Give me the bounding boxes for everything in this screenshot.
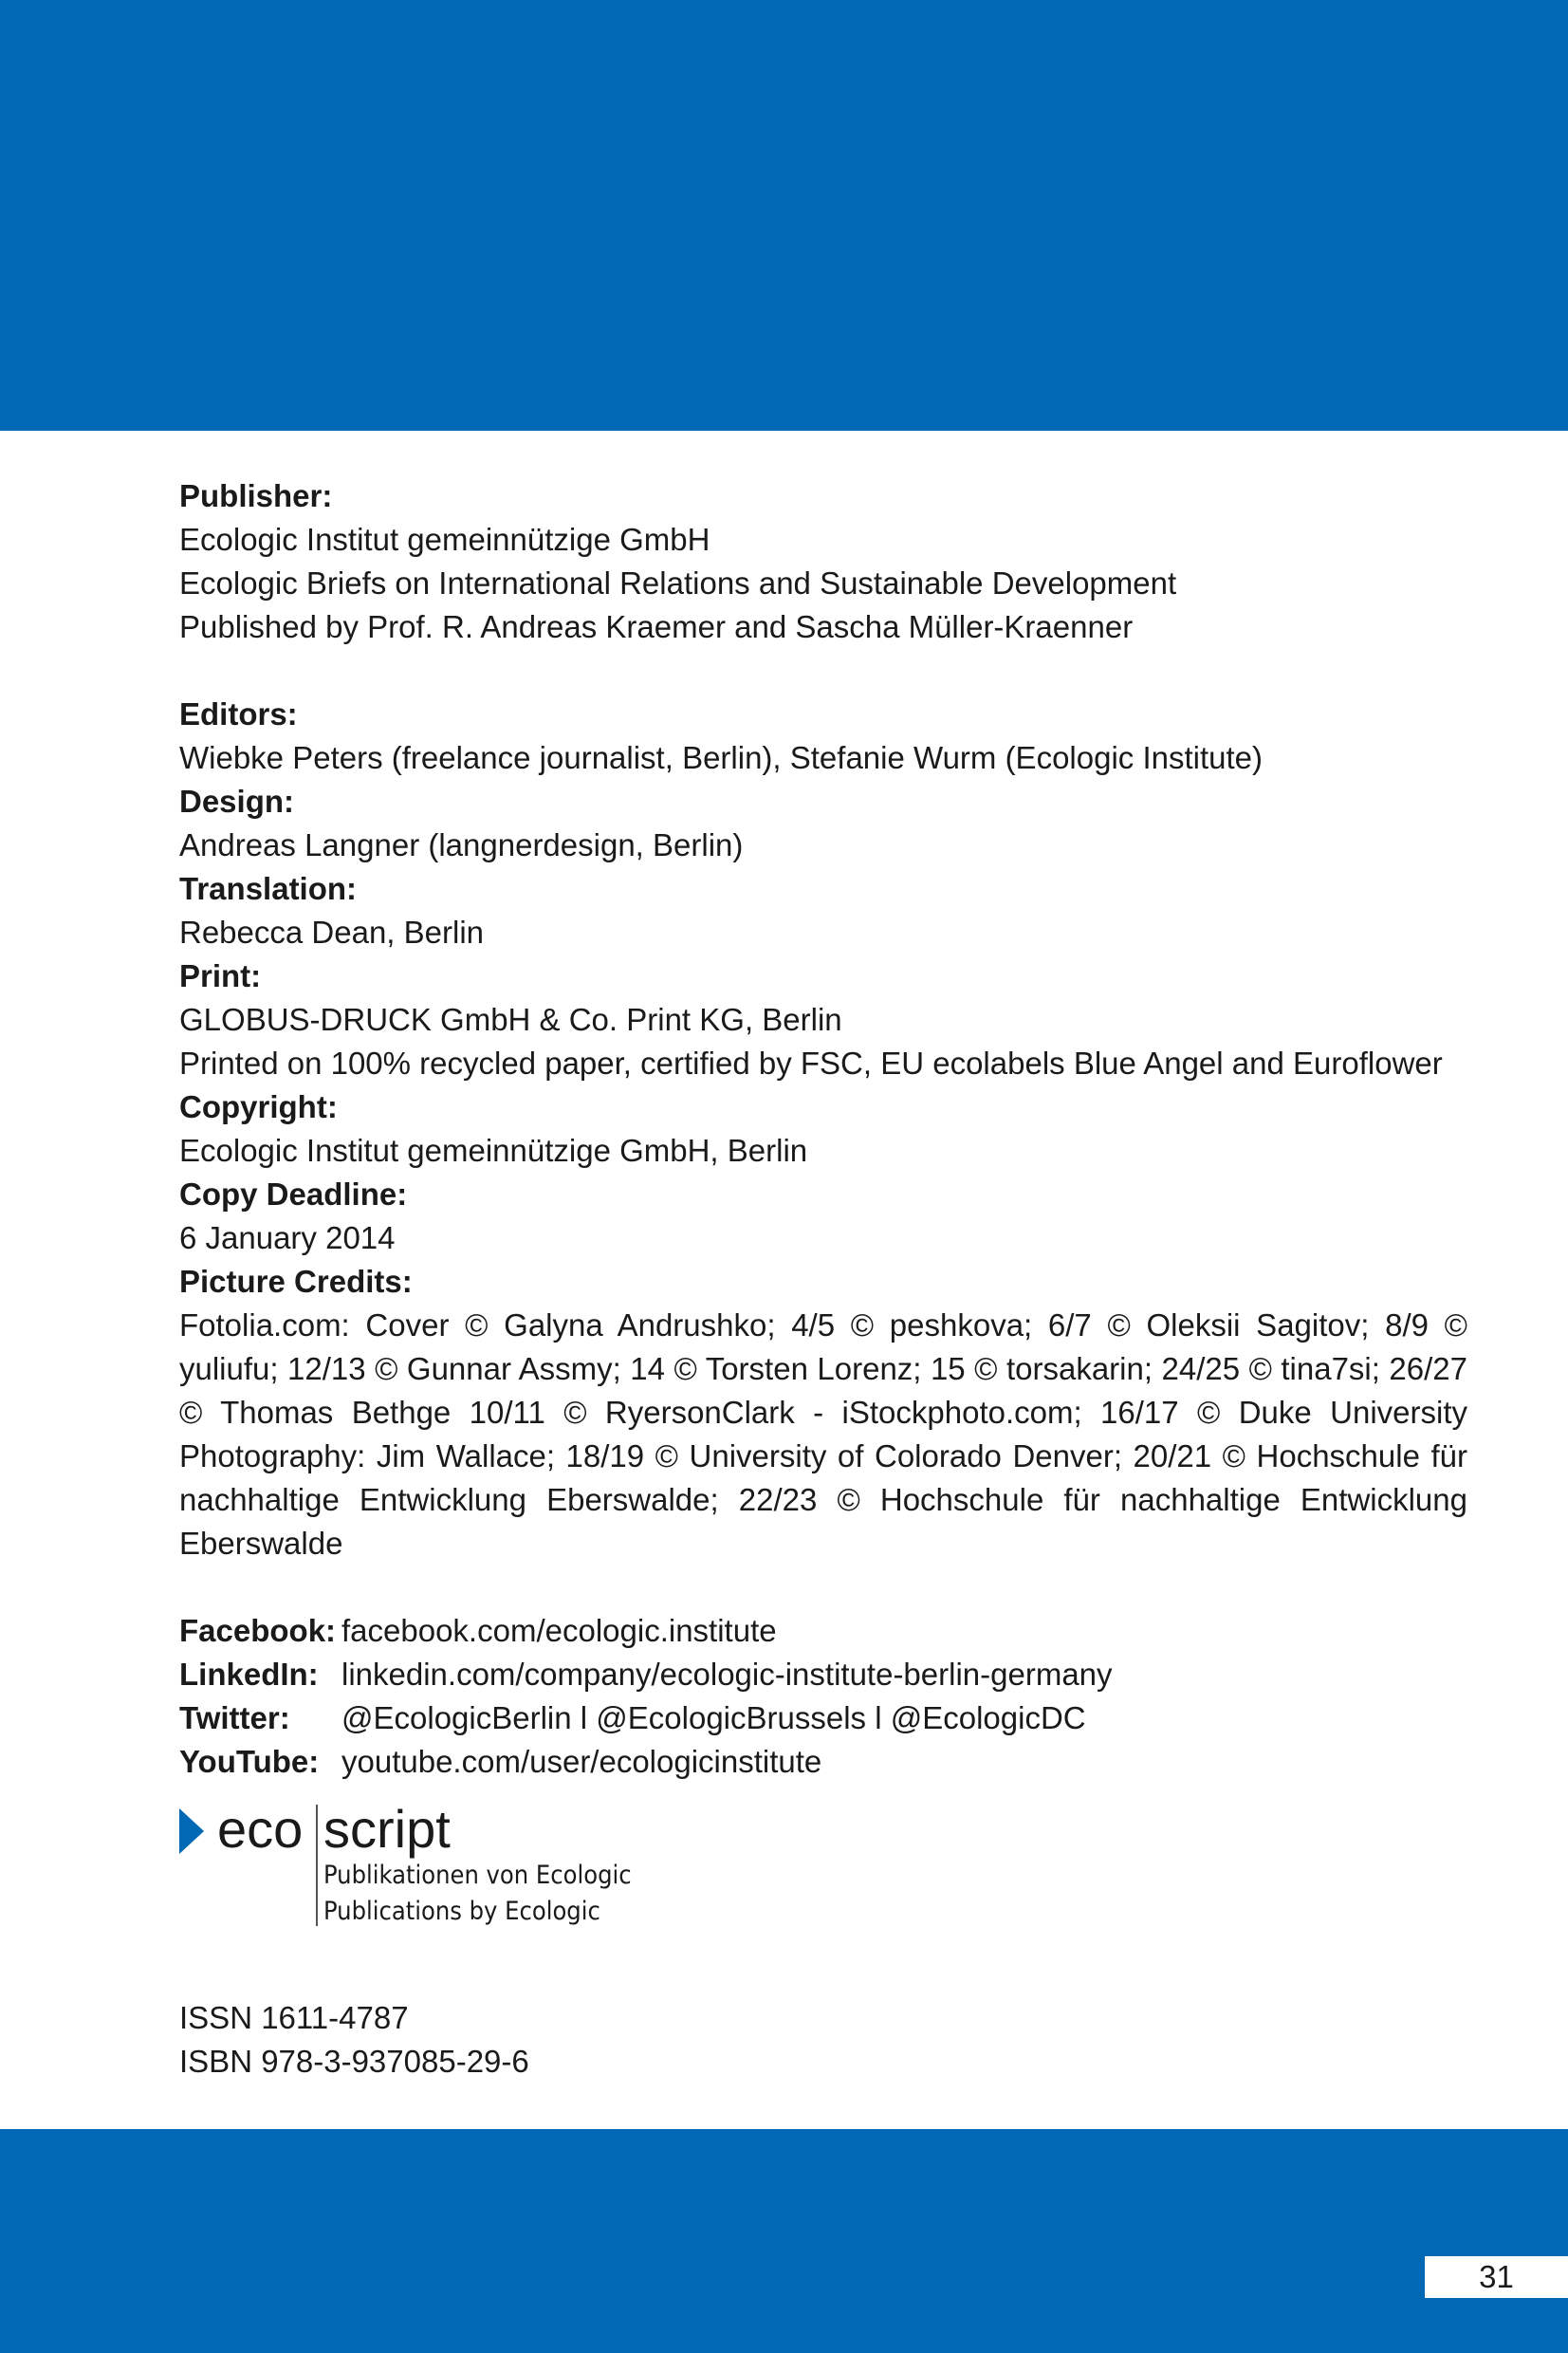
- publisher-label: Publisher:: [179, 478, 333, 513]
- publisher-line: Ecologic Institut gemeinnützige GmbH: [179, 522, 710, 557]
- issn: ISSN 1611-4787: [179, 2000, 409, 2035]
- copy-deadline-label: Copy Deadline:: [179, 1176, 408, 1212]
- print-label: Print:: [179, 958, 262, 993]
- identifiers: [179, 1996, 529, 2084]
- logo-subtitle-english: Publications by Ecologic: [323, 1897, 600, 1926]
- print-line: GLOBUS-DRUCK GmbH & Co. Print KG, Berlin: [179, 1002, 842, 1037]
- social-row-youtube: [179, 1740, 1467, 1784]
- linkedin-link[interactable]: linkedin.com/company/ecologic-institute-berlin-germany: [341, 1657, 1113, 1692]
- publisher-line: Ecologic Briefs on International Relations and Sustainable Development: [179, 565, 1177, 601]
- imprint-content: [179, 474, 1467, 1784]
- top-color-band: [0, 0, 1568, 431]
- social-row-facebook: [179, 1609, 1467, 1653]
- copyright-label: Copyright:: [179, 1089, 338, 1124]
- triangle-arrow-icon: [179, 1808, 204, 1854]
- editors-label: Editors:: [179, 696, 298, 732]
- bottom-color-band: [0, 2129, 1568, 2353]
- social-row-twitter: [179, 1696, 1467, 1740]
- logo-subtitle-german: Publikationen von Ecologic: [323, 1861, 632, 1890]
- copy-deadline-value: 6 January 2014: [179, 1220, 396, 1255]
- design-label: Design:: [179, 784, 295, 819]
- publisher-line: Published by Prof. R. Andreas Kraemer and Sascha Müller-Kraenner: [179, 609, 1134, 644]
- youtube-link[interactable]: youtube.com/user/ecologicinstitute: [341, 1744, 822, 1779]
- logo-divider: [316, 1805, 318, 1926]
- logo-eco-text: eco: [217, 1799, 304, 1859]
- picture-credits-label: Picture Credits:: [179, 1264, 413, 1299]
- page-number: 31: [1425, 2256, 1568, 2298]
- ecoscript-logo: [179, 1799, 673, 1932]
- copyright-value: Ecologic Institut gemeinnützige GmbH, Berlin: [179, 1133, 808, 1168]
- social-row-linkedin: [179, 1653, 1467, 1696]
- translation-label: Translation:: [179, 871, 358, 906]
- linkedin-label: LinkedIn:: [179, 1657, 319, 1692]
- facebook-link[interactable]: facebook.com/ecologic.institute: [341, 1613, 777, 1648]
- editors-value: Wiebke Peters (freelance journalist, Berlin), Stefanie Wurm (Ecologic Institute): [179, 740, 1264, 775]
- design-value: Andreas Langner (langnerdesign, Berlin): [179, 827, 744, 862]
- picture-credits-value: Fotolia.com: Cover © Galyna Andrushko; 4/5 © peshkova; 6/7 © Oleksii Sagitov; 8/9 © yuliufu; 12/13 © Gunnar Assmy; 14 © Torsten Lorenz; 15 © torsakarin; 24/25 © tina7si; 26/27 © Thomas Bethge 10/11 © RyersonClark - iStockphoto.com; 16/17 © Duke University Photography: Jim Wallace; 18/19 © University of Colorado Denver; 20/21 © Hochschule für nachhaltige Entwicklung Eberswalde; 22/23 © Hochschule für nachhaltige Entwicklung Eberswalde: [179, 1307, 1467, 1561]
- translation-value: Rebecca Dean, Berlin: [179, 915, 485, 950]
- print-line: Printed on 100% recycled paper, certified by FSC, EU ecolabels Blue Angel and Euroflower: [179, 1046, 1443, 1081]
- facebook-label: Facebook:: [179, 1613, 337, 1648]
- logo-script-text: script: [323, 1799, 451, 1859]
- isbn: ISBN 978-3-937085-29-6: [179, 2044, 529, 2079]
- spacer: [179, 649, 1467, 693]
- social-links: [179, 1609, 1467, 1784]
- twitter-handles[interactable]: @EcologicBerlin l @EcologicBrussels l @EcologicDC: [341, 1700, 1086, 1735]
- twitter-label: Twitter:: [179, 1700, 290, 1735]
- youtube-label: YouTube:: [179, 1744, 320, 1779]
